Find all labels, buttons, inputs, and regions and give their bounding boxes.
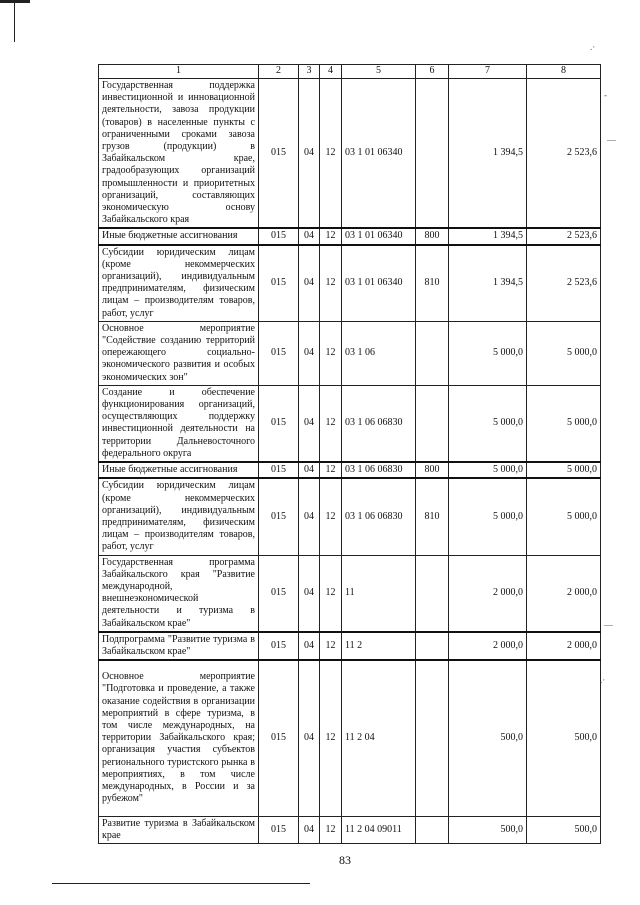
header-col-5: 5 [342,65,416,79]
subsection-code: 12 [320,245,342,322]
table-row [99,660,601,816]
subsection-code: 12 [320,632,342,660]
amount-year2: 2 000,0 [527,632,601,660]
section-code: 04 [299,245,320,322]
expense-type [416,555,449,632]
table-row [99,478,601,555]
amount-year1: 1 394,5 [449,228,527,244]
amount-year2: 5 000,0 [527,385,601,462]
ministry-code: 015 [259,462,299,478]
target-code: 11 2 04 [342,660,416,816]
row-name: Государственная программа Забайкальского края "Развитие международной, внешнеэкономической деятельности и туризма в Забайкальском крае" [99,555,259,632]
row-name: Основное мероприятие "Подготовка и проведение, а также оказание содействия в организации мероприятий в сфере туризма, в том числе международных, на территории Забайкальского края; организация участия субъектов регионального туристского рынка в мероприятиях, в том числе международных, в России и за рубежом" [99,660,259,816]
row-name: Создание и обеспечение функционирования организаций, осуществляющих поддержку инвестиционной деятельности на территории Дальневосточного федерального округа [99,385,259,462]
amount-year1: 500,0 [449,660,527,816]
amount-year1: 1 394,5 [449,79,527,229]
target-code: 11 2 04 09011 [342,816,416,843]
row-name: Иные бюджетные ассигнования [99,462,259,478]
amount-year1: 5 000,0 [449,321,527,385]
footer-rule [52,883,310,884]
table-row [99,321,601,385]
amount-year1: 5 000,0 [449,462,527,478]
section-code: 04 [299,660,320,816]
ministry-code: 015 [259,632,299,660]
amount-year2: 500,0 [527,660,601,816]
amount-year2: 2 523,6 [527,245,601,322]
scan-corner-mark-top [0,0,30,3]
subsection-code: 12 [320,228,342,244]
header-col-3: 3 [299,65,320,79]
table-row [99,79,601,229]
ministry-code: 015 [259,660,299,816]
row-name: Субсидии юридическим лицам (кроме некоммерческих организаций), индивидуальным предпринимателям, физическим лицам – производителям товаров, работ, услуг [99,245,259,322]
expense-type [416,385,449,462]
ministry-code: 015 [259,79,299,229]
amount-year1: 5 000,0 [449,385,527,462]
expense-type: 800 [416,228,449,244]
amount-year2: 5 000,0 [527,462,601,478]
target-code: 03 1 01 06340 [342,245,416,322]
scan-corner-mark [0,0,15,42]
table-row [99,228,601,244]
table-row [99,245,601,322]
subsection-code: 12 [320,478,342,555]
subsection-code: 12 [320,660,342,816]
ministry-code: 015 [259,385,299,462]
section-code: 04 [299,79,320,229]
amount-year1: 2 000,0 [449,555,527,632]
section-code: 04 [299,321,320,385]
table-row [99,816,601,843]
header-row [99,65,601,79]
table-row [99,385,601,462]
target-code: 03 1 06 06830 [342,478,416,555]
expense-type: 810 [416,245,449,322]
table-row [99,632,601,660]
scan-speck: - [604,90,607,100]
amount-year1: 2 000,0 [449,632,527,660]
section-code: 04 [299,228,320,244]
subsection-code: 12 [320,462,342,478]
section-code: 04 [299,816,320,843]
amount-year2: 5 000,0 [527,321,601,385]
table-row [99,555,601,632]
subsection-code: 12 [320,321,342,385]
section-code: 04 [299,632,320,660]
ministry-code: 015 [259,228,299,244]
expense-type: 800 [416,462,449,478]
amount-year2: 2 000,0 [527,555,601,632]
header-col-8: 8 [527,65,601,79]
expense-type [416,321,449,385]
scan-speck: .· [600,675,606,685]
subsection-code: 12 [320,816,342,843]
expense-type [416,660,449,816]
amount-year2: 5 000,0 [527,478,601,555]
header-col-2: 2 [259,65,299,79]
expense-type [416,632,449,660]
amount-year1: 5 000,0 [449,478,527,555]
table-row [99,462,601,478]
section-code: 04 [299,478,320,555]
target-code: 11 2 [342,632,416,660]
row-name: Развитие туризма в Забайкальском крае [99,816,259,843]
target-code: 03 1 06 06830 [342,385,416,462]
amount-year2: 2 523,6 [527,79,601,229]
scan-speck: .· [590,42,596,52]
expense-type [416,79,449,229]
subsection-code: 12 [320,385,342,462]
row-name: Государственная поддержка инвестиционной и инновационной деятельности, завоза продукции (товаров) в населенные пункты с ограниченными сроками завоза грузов (продукции) в Забайкальском крае, градообразующих организаций промышленности и приоритетных организаций, составляющих экономическую основу Забайкальского края [99,79,259,229]
page-number: 83 [339,853,351,867]
subsection-code: 12 [320,555,342,632]
amount-year1: 500,0 [449,816,527,843]
subsection-code: 12 [320,79,342,229]
ministry-code: 015 [259,816,299,843]
amount-year2: 500,0 [527,816,601,843]
header-col-6: 6 [416,65,449,79]
ministry-code: 015 [259,555,299,632]
row-name: Иные бюджетные ассигнования [99,228,259,244]
target-code: 03 1 06 06830 [342,462,416,478]
scan-speck: — [607,135,616,145]
row-name: Основное мероприятие "Содействие созданию территорий опережающего социально-экономического развития и особых экономических зон" [99,321,259,385]
ministry-code: 015 [259,478,299,555]
header-col-1: 1 [99,65,259,79]
amount-year1: 1 394,5 [449,245,527,322]
row-name: Подпрограмма "Развитие туризма в Забайкальском крае" [99,632,259,660]
section-code: 04 [299,555,320,632]
row-name: Субсидии юридическим лицам (кроме некоммерческих организаций), индивидуальным предпринимателям, физическим лицам – производителям товаров, работ, услуг [99,478,259,555]
header-col-7: 7 [449,65,527,79]
target-code: 11 [342,555,416,632]
budget-table [98,64,601,844]
target-code: 03 1 01 06340 [342,228,416,244]
target-code: 03 1 06 [342,321,416,385]
expense-type: 810 [416,478,449,555]
target-code: 03 1 01 06340 [342,79,416,229]
header-col-4: 4 [320,65,342,79]
section-code: 04 [299,385,320,462]
section-code: 04 [299,462,320,478]
ministry-code: 015 [259,321,299,385]
ministry-code: 015 [259,245,299,322]
expense-type [416,816,449,843]
amount-year2: 2 523,6 [527,228,601,244]
scan-speck: — [604,620,613,630]
